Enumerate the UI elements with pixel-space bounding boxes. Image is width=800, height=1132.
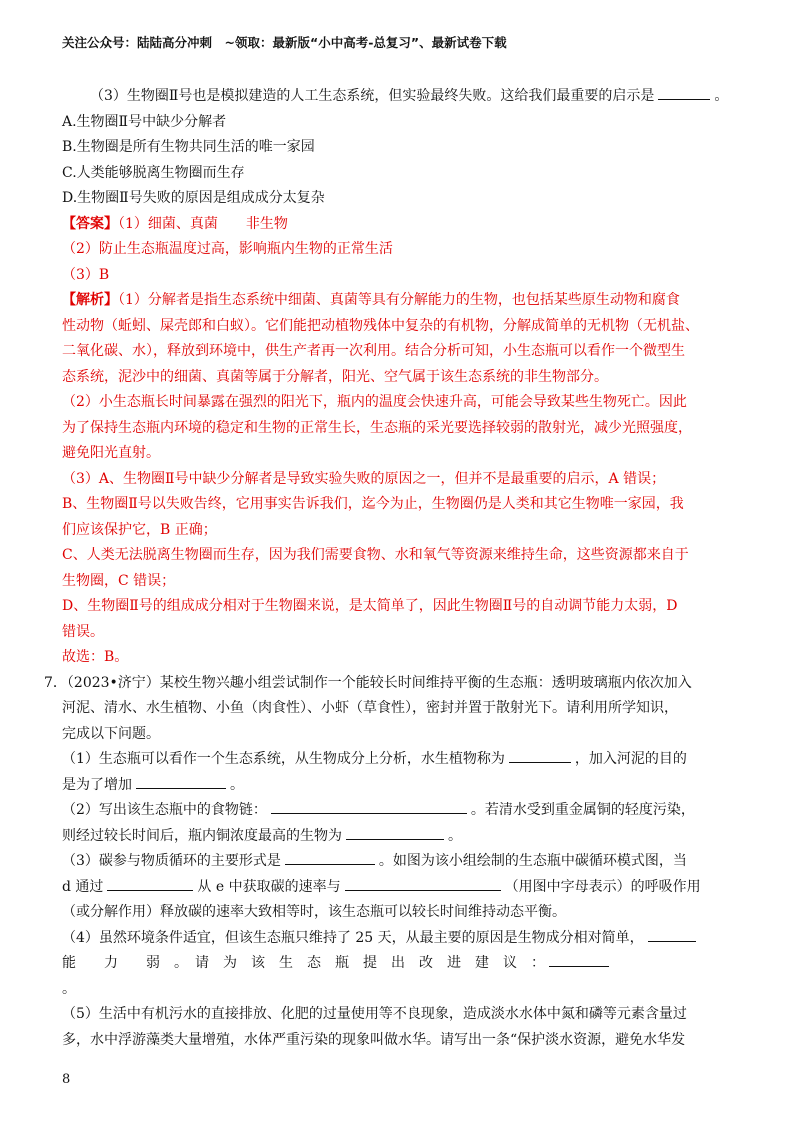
answer-blank[interactable] <box>345 876 501 891</box>
q7-part5-line-2: 多，水中浮游藻类大量增殖，水体严重污染的现象叫做水华。请写出一条“保护淡水资源，避免水华发 <box>62 1031 686 1048</box>
analysis-line: B、生物圈Ⅱ号以失败告终，它用事实告诉我们，迄今为止，生物圈仍是人类和其它生物唯一家园，我 <box>62 496 684 512</box>
q7-part3-line-3: （或分解作用）释放碳的速率大致相等时，该生态瓶可以较长时间维持动态平衡。 <box>62 904 566 920</box>
analysis-line: 避免阳光直射。 <box>62 445 160 461</box>
q7-stem-line-2: 河泥、清水、水生植物、小鱼（肉食性）、小虾（草食性），密封并置于散射光下。请利用所学知识， <box>62 700 678 716</box>
q7-part4-line-1: （4）虽然环境条件适宜，但该生态瓶只维持了 25 天，从最主要的原因是生物成分相对简单， <box>62 926 742 952</box>
analysis-line: 错误。 <box>62 623 104 640</box>
answer-blank[interactable] <box>271 799 467 814</box>
q6-part3-stem: （3）生物圈Ⅱ号也是模拟建造的人工生态系统，但实验最终失败。这给我们最重要的启示是 。 <box>62 84 742 110</box>
q7-part2-line-2: 则经过较长时间后，瓶内铜浓度最高的生物为 。 <box>62 824 742 850</box>
answer-blank[interactable] <box>346 825 444 840</box>
answer-tag: 【答案】 <box>62 215 118 232</box>
page-header: 关注公众号：陆陆高分冲刺 ~领取：最新版“小中高考-总复习”、最新试卷下载 <box>62 35 507 50</box>
answer-blank[interactable] <box>658 85 710 100</box>
q7-part2-line-1: （2）写出该生态瓶中的食物链： 。若清水受到重金属铜的轻度污染， <box>62 798 742 824</box>
analysis-line: 态系统，泥沙中的细菌、真菌等属于分解者，阳光、空气属于该生态系统的非生物部分。 <box>62 368 608 385</box>
q7-part3-line-2: d 通过 从 e 中获取碳的速率与 （用图中字母表示）的呼吸作用 <box>62 875 742 901</box>
answer-blank[interactable] <box>107 876 193 891</box>
conclusion-line: 故选：B。 <box>62 649 129 665</box>
page-content <box>44 84 742 1053</box>
answer-blank[interactable] <box>509 748 571 763</box>
q7-part3-line-1: （3）碳参与物质循环的主要形式是 。如图为该小组绘制的生态瓶中碳循环模式图，当 <box>62 849 742 875</box>
answer-blank[interactable] <box>549 952 609 967</box>
option-a: A.生物圈Ⅱ号中缺少分解者 <box>62 113 227 130</box>
analysis-line: 生物圈，C 错误； <box>62 572 176 589</box>
analysis-tag: 【解析】 <box>62 292 118 308</box>
answer-blank[interactable] <box>285 850 375 865</box>
analysis-line: 【解析】（1）分解者是指生态系统中细菌、真菌等具有分解能力的生物，也包括某些原生动物和腐食 <box>62 292 680 308</box>
answer-line-1: 【答案】（1）细菌、真菌 非生物 <box>62 215 288 232</box>
q7-part4-line-3: 。 <box>62 980 76 997</box>
option-c: C.人类能够脱离生物圈而生存 <box>62 164 245 181</box>
answer-blank[interactable] <box>136 774 226 789</box>
analysis-line: 二氧化碳、水），释放到环境中，供生产者再一次利用。结合分析可知，小生态瓶可以看作一个微型生 <box>62 343 685 359</box>
q7-part1-line-1: （1）生态瓶可以看作一个生态系统，从生物成分上分析，水生植物称为 ，加入河泥的目的 <box>62 747 742 773</box>
analysis-line: C、人类无法脱离生物圈而生存，因为我们需要食物、水和氧气等资源来维持生命，这些资源都来自于 <box>62 547 689 563</box>
q7-part1-line-2: 是为了增加 。 <box>62 773 742 799</box>
option-b: B.生物圈是所有生物共同生活的唯一家园 <box>62 139 315 155</box>
option-d: D.生物圈Ⅱ号失败的原因是组成成分太复杂 <box>62 190 325 206</box>
analysis-line: 性动物（蚯蚓、屎壳郎和白蚁）。它们能把动植物残体中复杂的有机物，分解成简单的无机物（无机盐、 <box>62 317 699 334</box>
page-number: 8 <box>62 1072 71 1087</box>
q7-stem-line-3: 完成以下问题。 <box>62 725 160 742</box>
question-number: 7． <box>44 674 67 691</box>
analysis-line: D、生物圈Ⅱ号的组成成分相对于生物圈来说，是太简单了，因此生物圈Ⅱ号的自动调节能力太弱，D <box>62 598 678 614</box>
analysis-line: （3）A、生物圈Ⅱ号中缺少分解者是导致实验失败的原因之一，但并不是最重要的启示，A 错误； <box>62 470 666 487</box>
analysis-line: 们应该保护它，B 正确； <box>62 521 217 538</box>
q7-part4-line-2: 能 力 弱 。 请 为 该 生 态 瓶 提 出 改 进 建 议 ： <box>62 951 742 977</box>
answer-line-3: （3）B <box>62 266 110 283</box>
q7-part5-line-1: （5）生活中有机污水的直接排放、化肥的过量使用等不良现象，造成淡水水体中氮和磷等元素含量过 <box>62 1006 687 1022</box>
q7-stem-line-1: 7．（2023•济宁）某校生物兴趣小组尝试制作一个能较长时间维持平衡的生态瓶：透明玻璃瓶内依次加入 <box>44 674 692 691</box>
analysis-line: （2）小生态瓶长时间暴露在强烈的阳光下，瓶内的温度会快速升高，可能会导致某些生物死亡。因此 <box>62 394 687 410</box>
answer-line-2: （2）防止生态瓶温度过高，影响瓶内生物的正常生活 <box>62 241 393 257</box>
answer-blank[interactable] <box>648 927 696 942</box>
analysis-line: 为了保持生态瓶内环境的稳定和生物的正常生长，生态瓶的采光要选择较弱的散射光，减少光照强度， <box>62 419 692 436</box>
